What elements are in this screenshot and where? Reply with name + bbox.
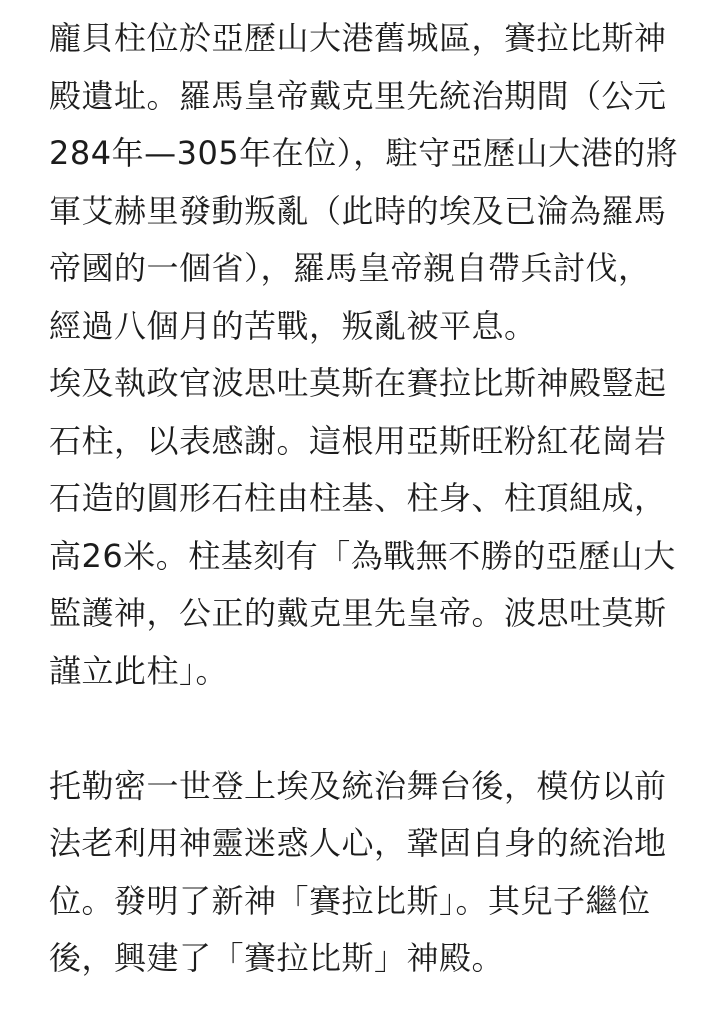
text-line: 托勒密一世登上埃及統治舞台後，模仿以前: [49, 766, 667, 805]
paragraph-spacer: [49, 700, 689, 758]
article-body: [49, 10, 689, 988]
text-line: 位。發明了新神「賽拉比斯」。其兒子繼位: [49, 881, 651, 920]
text-line: 法老利用神靈迷惑人心，鞏固自身的統治地: [49, 824, 667, 862]
text-line: 後，興建了「賽拉比斯」神殿。: [49, 939, 505, 977]
text-line: 謹立此柱」。: [49, 651, 229, 690]
text-line: 284年—305年在位），駐守亞歷山大港的將: [49, 134, 679, 172]
paragraph-2: [49, 355, 689, 700]
text-line: 經過八個月的苦戰，叛亂被平息。: [49, 306, 537, 345]
text-line: 軍艾赫里發動叛亂（此時的埃及已淪為羅馬: [49, 191, 667, 230]
paragraph-3: [49, 758, 689, 988]
text-line: 石造的圓形石柱由柱基、柱身、柱頂組成，: [49, 479, 667, 517]
text-line: 龐貝柱位於亞歷山大港舊城區，賽拉比斯神: [49, 19, 667, 57]
text-line: 監護神，公正的戴克里先皇帝。波思吐莫斯: [49, 594, 667, 632]
text-line: 高26米。柱基刻有「為戰無不勝的亞歷山大: [49, 536, 676, 575]
paragraph-1: [49, 10, 689, 355]
text-line: 埃及執政官波思吐莫斯在賽拉比斯神殿豎起: [49, 364, 667, 402]
text-line: 殿遺址。羅馬皇帝戴克里先統治期間（公元: [49, 76, 667, 115]
text-line: 石柱，以表感謝。這根用亞斯旺粉紅花崗岩: [49, 421, 667, 460]
text-line: 帝國的一個省），羅馬皇帝親自帶兵討伐，: [49, 249, 651, 287]
